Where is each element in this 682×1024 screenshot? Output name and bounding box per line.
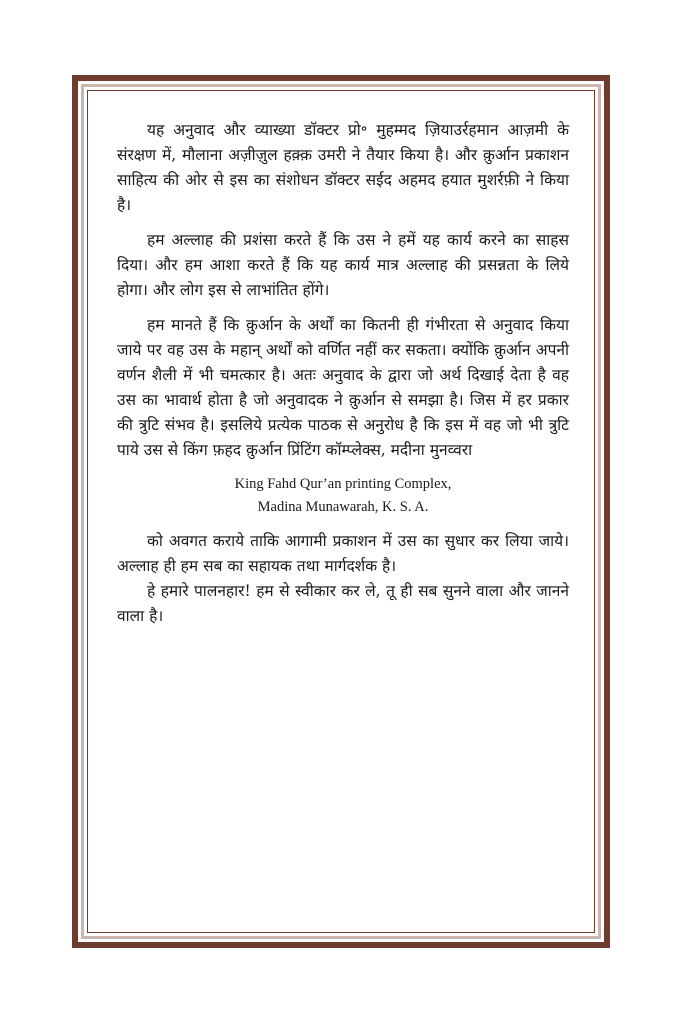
paragraph-praise: हम अल्लाह की प्रशंसा करते हैं कि उस ने हमें यह कार्य करने का साहस दिया। और हम आशा करते हैं कि यह कार्य मात्र अल्लाह की प्रसन्नता के लिये होगा। और लोग इस से लाभांतित होंगे। [117, 231, 569, 299]
paragraph-translation-credits: यह अनुवाद और व्याख्या डॉक्टर प्रो॰ मुहम्मद ज़ियाउर्रहमान आज़मी के संरक्षण में, मौलाना अज़ीज़ुल हक़्क़ उमरी ने तैयार किया है। और क़ुर्आन प्रकाशन साहित्य की ओर से इस का संशोधन डॉक्टर सईद अहमद हयात मुशर्रफ़ी ने किया है। [117, 121, 569, 214]
page-content [117, 118, 569, 639]
publisher-address [117, 473, 569, 519]
paragraph-request: हम मानते हैं कि क़ुर्आन के अर्थों का कितनी ही गंभीरता से अनुवाद किया जाये पर वह उस के महान् अर्थों को वर्णित नहीं कर सकता। क्योंकि क़ुर्आन अपनी वर्णन शैली में भी चमत्कार है। अतः अनुवाद के द्वारा जो अर्थ दिखाई देता है वह उस का भावार्थ होता है जो अनुवादक ने क़ुर्आन से समझा है। जिस में हर प्रकार की त्रुटि संभव है। इसलिये प्रत्येक पाठक से अनुरोध है कि इस में वह जो भी त्रुटि पाये उस से किंग फ़हद क़ुर्आन प्रिंटिंग कॉम्प्लेक्स, मदीना मुनव्वरा [117, 316, 569, 459]
paragraph-notify: को अवगत कराये ताकि आगामी प्रकाशन में उस का सुधार कर लिया जाये। अल्लाह ही हम सब का सहायक तथा मार्गदर्शक है। [117, 532, 569, 575]
paragraph-prayer: हे हमारे पालनहार! हम से स्वीकार कर ले, तू ही सब सुनने वाला और जानने वाला है। [117, 582, 569, 625]
address-line-1: King Fahd Qur’an printing Complex, [234, 476, 452, 492]
address-line-2: Madina Munawarah, K. S. A. [257, 499, 429, 515]
